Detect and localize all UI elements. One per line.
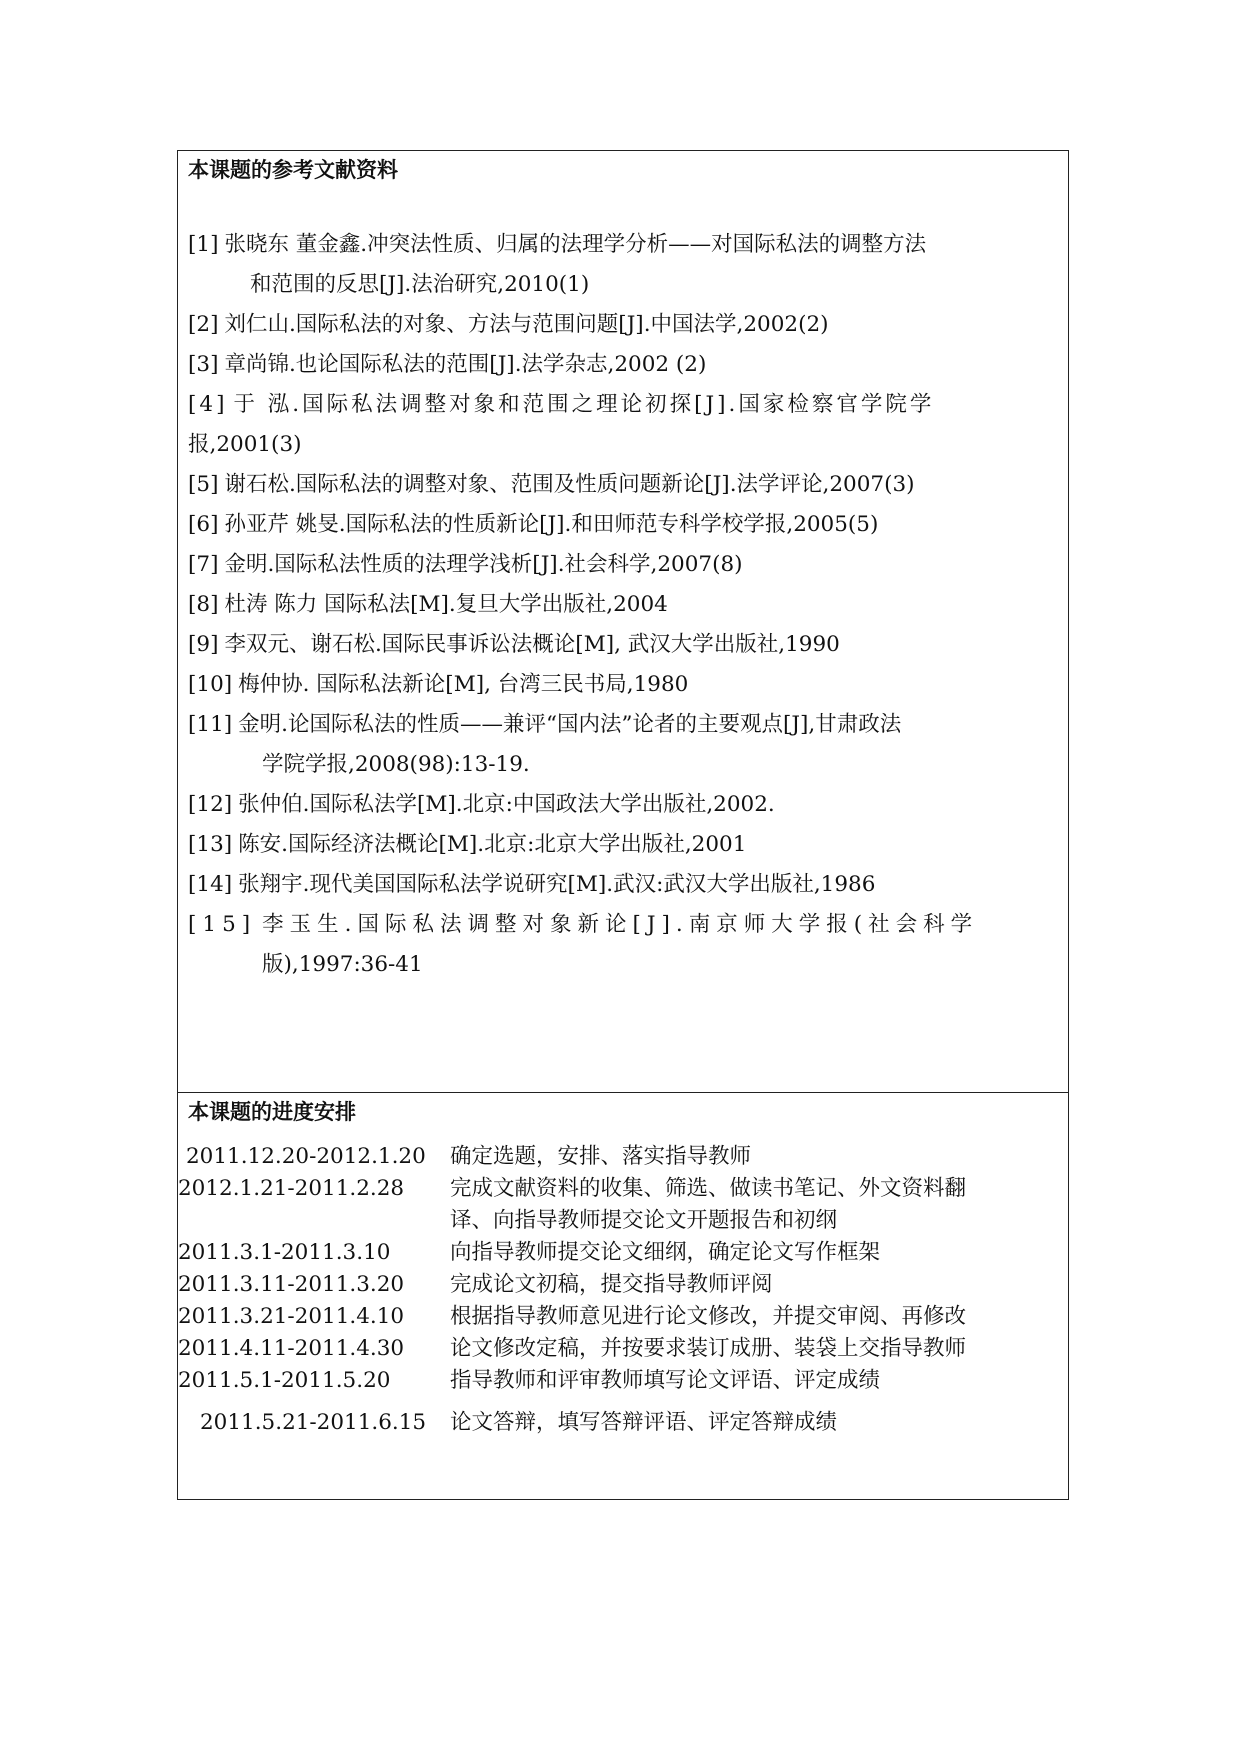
- schedule-task: 根据指导教师意见进行论文修改，并提交审阅、再修改: [450, 1304, 967, 1329]
- reference-item: [10] 梅仲协. 国际私法新论[M], 台湾三民书局,1980: [188, 672, 689, 697]
- schedule-row: [178, 1269, 1070, 1301]
- schedule-date: 2011.3.21-2011.4.10: [178, 1304, 405, 1329]
- reference-item: [11] 金明.论国际私法的性质——兼评“国内法”论者的主要观点[J],甘肃政法 学院学报,2008(98):13-19.: [188, 712, 902, 777]
- schedule-task: 论文修改定稿，并按要求装订成册、装袋上交指导教师: [450, 1336, 967, 1361]
- reference-item: [2] 刘仁山.国际私法的对象、方法与范围问题[J].中国法学,2002(2): [188, 312, 829, 337]
- schedule-section-title: 本课题的进度安排: [188, 1100, 356, 1124]
- schedule-task: 完成文献资料的收集、筛选、做读书笔记、外文资料翻 译、向指导教师提交论文开题报告和初纲: [450, 1176, 967, 1233]
- reference-item: [3] 章尚锦.也论国际私法的范围[J].法学杂志,2002 (2): [188, 352, 707, 377]
- reference-item: [15] 李玉生.国际私法调整对象新论[J].南京师大学报(社会科学 版),1997:36-41: [188, 912, 979, 977]
- schedule-date: 2011.4.11-2011.4.30: [178, 1336, 405, 1361]
- reference-list: [188, 225, 1060, 985]
- reference-item: [5] 谢石松.国际私法的调整对象、范围及性质问题新论[J].法学评论,2007(3): [188, 472, 915, 497]
- schedule-row: [178, 1333, 1070, 1365]
- schedule-row: [178, 1301, 1070, 1333]
- schedule-row: [178, 1407, 1070, 1439]
- schedule-task: 论文答辩，填写答辩评语、评定答辩成绩: [450, 1410, 838, 1435]
- references-section-title: 本课题的参考文献资料: [188, 158, 398, 182]
- schedule-row: [178, 1141, 1070, 1173]
- reference-item: [13] 陈安.国际经济法概论[M].北京:北京大学出版社,2001: [188, 832, 747, 857]
- reference-item: [9] 李双元、谢石松.国际民事诉讼法概论[M], 武汉大学出版社,1990: [188, 632, 840, 657]
- schedule-row: [178, 1237, 1070, 1269]
- schedule-task: 完成论文初稿，提交指导教师评阅: [450, 1272, 773, 1297]
- schedule-date: 2011.5.21-2011.6.15: [200, 1410, 427, 1435]
- schedule-date: 2012.1.21-2011.2.28: [178, 1176, 405, 1201]
- reference-item: [8] 杜涛 陈力 国际私法[M].复旦大学出版社,2004: [188, 592, 668, 617]
- schedule-date: 2011.12.20-2012.1.20: [186, 1144, 426, 1169]
- reference-item: [4] 于 泓.国际私法调整对象和范围之理论初探[J].国家检察官学院学 报,2001(3): [188, 392, 935, 457]
- reference-item: [6] 孙亚芹 姚旻.国际私法的性质新论[J].和田师范专科学校学报,2005(5): [188, 512, 879, 537]
- section-divider: [178, 1092, 1068, 1093]
- reference-item: [14] 张翔宇.现代美国国际私法学说研究[M].武汉:武汉大学出版社,1986: [188, 872, 876, 897]
- schedule-row: [178, 1365, 1070, 1397]
- reference-item: [7] 金明.国际私法性质的法理学浅析[J].社会科学,2007(8): [188, 552, 743, 577]
- reference-item: [12] 张仲伯.国际私法学[M].北京:中国政法大学出版社,2002.: [188, 792, 775, 817]
- schedule-task: 指导教师和评审教师填写论文评语、评定成绩: [450, 1368, 881, 1393]
- schedule-list: [178, 1141, 1070, 1439]
- schedule-row: [178, 1173, 1070, 1237]
- schedule-task: 向指导教师提交论文细纲，确定论文写作框架: [450, 1240, 881, 1265]
- schedule-date: 2011.3.1-2011.3.10: [178, 1240, 391, 1265]
- schedule-task: 确定选题，安排、落实指导教师: [450, 1144, 752, 1169]
- proposal-form-frame: [177, 150, 1069, 1500]
- reference-item: [1] 张晓东 董金鑫.冲突法性质、归属的法理学分析——对国际私法的调整方法 和范围的反思[J].法治研究,2010(1): [188, 232, 927, 297]
- schedule-date: 2011.3.11-2011.3.20: [178, 1272, 405, 1297]
- schedule-date: 2011.5.1-2011.5.20: [178, 1368, 391, 1393]
